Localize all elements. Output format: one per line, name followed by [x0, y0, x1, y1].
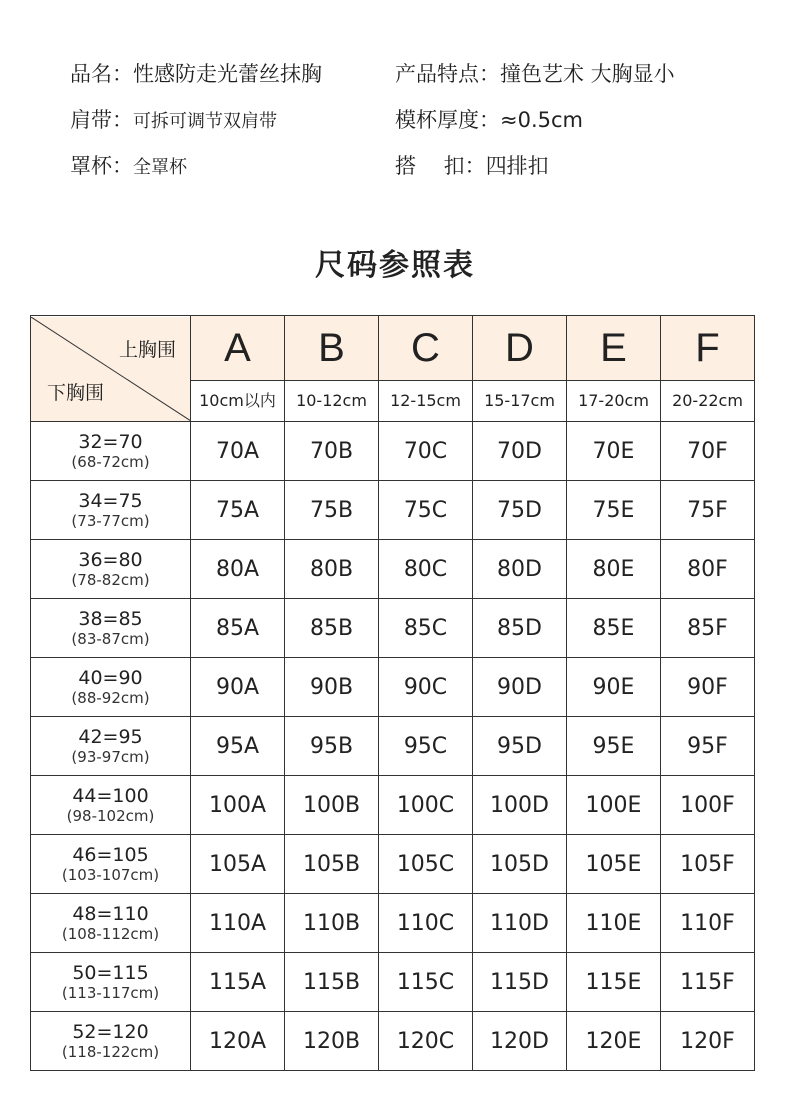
size-cell: 90B [285, 658, 379, 717]
band-size: 46=105 [72, 843, 149, 866]
band-range-cm: (98-102cm) [66, 807, 155, 826]
size-cell: 120A [191, 1012, 285, 1071]
table-row [31, 894, 755, 953]
size-cell: 120F [661, 1012, 755, 1071]
size-cell: 70B [285, 422, 379, 481]
cup-letter: A [191, 316, 285, 381]
size-cell: 95C [379, 717, 473, 776]
size-cell: 95E [567, 717, 661, 776]
spec-label: 品名： [70, 62, 133, 86]
size-cell: 95F [661, 717, 755, 776]
size-cell: 90F [661, 658, 755, 717]
band-size: 44=100 [72, 784, 149, 807]
table-row [31, 1012, 755, 1071]
band-range-cm: (83-87cm) [71, 630, 150, 649]
size-cell: 85B [285, 599, 379, 658]
band-range-cm: (113-117cm) [61, 984, 160, 1003]
product-specs [70, 56, 750, 194]
size-cell: 120D [473, 1012, 567, 1071]
size-cell: 105D [473, 835, 567, 894]
band-range-cm: (93-97cm) [71, 748, 150, 767]
size-cell: 80B [285, 540, 379, 599]
underbust-cell [31, 717, 191, 776]
cup-range: 12-15cm [379, 381, 473, 422]
table-row [31, 422, 755, 481]
cup-letter-row [31, 316, 755, 381]
spec-row-1 [70, 56, 750, 102]
corner-header-cell [31, 316, 191, 422]
cup-letter: E [567, 316, 661, 381]
size-chart-title: 尺码参照表 [315, 248, 475, 283]
cup-range: 15-17cm [473, 381, 567, 422]
cup-range: 17-20cm [567, 381, 661, 422]
size-cell: 100F [661, 776, 755, 835]
size-cell: 100B [285, 776, 379, 835]
size-cell: 100C [379, 776, 473, 835]
size-cell: 70F [661, 422, 755, 481]
spec-cup [70, 148, 187, 186]
spec-value: 四排扣 [485, 154, 549, 178]
underbust-cell [31, 953, 191, 1012]
band-size: 36=80 [78, 548, 143, 571]
table-row [31, 481, 755, 540]
corner-header [31, 317, 190, 421]
size-cell: 105E [567, 835, 661, 894]
band-range-cm: (73-77cm) [71, 512, 150, 531]
table-row [31, 658, 755, 717]
size-cell: 80A [191, 540, 285, 599]
table-row [31, 717, 755, 776]
band-range-cm: (108-112cm) [61, 925, 160, 944]
size-cell: 85C [379, 599, 473, 658]
table-row [31, 835, 755, 894]
corner-label-overbust: 上胸围 [118, 338, 176, 361]
size-cell: 120B [285, 1012, 379, 1071]
cup-letter: C [379, 316, 473, 381]
size-cell: 85E [567, 599, 661, 658]
size-cell: 110B [285, 894, 379, 953]
spec-value: 可拆可调节双肩带 [133, 111, 277, 132]
underbust-cell [31, 776, 191, 835]
band-size: 52=120 [72, 1020, 149, 1043]
cup-range: 10-12cm [285, 381, 379, 422]
size-cell: 70C [379, 422, 473, 481]
size-cell: 115F [661, 953, 755, 1012]
underbust-cell [31, 658, 191, 717]
size-cell: 75E [567, 481, 661, 540]
band-range-cm: (78-82cm) [71, 571, 150, 590]
spec-value: ≈0.5cm [500, 108, 583, 132]
underbust-cell [31, 599, 191, 658]
band-size: 48=110 [72, 902, 149, 925]
size-cell: 95A [191, 717, 285, 776]
band-size: 38=85 [78, 607, 143, 630]
size-cell: 75A [191, 481, 285, 540]
band-size: 32=70 [78, 430, 143, 453]
cup-letter: F [661, 316, 755, 381]
size-cell: 95D [473, 717, 567, 776]
band-size: 34=75 [78, 489, 143, 512]
size-cell: 80E [567, 540, 661, 599]
size-cell: 75C [379, 481, 473, 540]
size-cell: 80D [473, 540, 567, 599]
size-cell: 75D [473, 481, 567, 540]
size-cell: 85A [191, 599, 285, 658]
spec-label: 肩带： [70, 108, 133, 132]
size-cell: 75F [661, 481, 755, 540]
size-cell: 70A [191, 422, 285, 481]
size-cell: 115A [191, 953, 285, 1012]
spec-cup-thickness [395, 102, 583, 138]
size-cell: 85D [473, 599, 567, 658]
size-cell: 115D [473, 953, 567, 1012]
size-cell: 105A [191, 835, 285, 894]
cup-range: 10cm以内 [191, 381, 285, 422]
underbust-cell [31, 481, 191, 540]
spec-features [395, 56, 675, 92]
table-row [31, 599, 755, 658]
size-cell: 95B [285, 717, 379, 776]
spec-label: 罩杯： [70, 154, 133, 178]
size-cell: 120E [567, 1012, 661, 1071]
underbust-cell [31, 422, 191, 481]
size-cell: 70E [567, 422, 661, 481]
spec-value: 性感防走光蕾丝抹胸 [133, 62, 322, 86]
spec-label: 模杯厚度： [395, 108, 500, 132]
size-cell: 80C [379, 540, 473, 599]
size-cell: 100D [473, 776, 567, 835]
size-cell: 110D [473, 894, 567, 953]
size-cell: 90A [191, 658, 285, 717]
spec-clasp [395, 148, 549, 184]
size-cell: 120C [379, 1012, 473, 1071]
band-size: 50=115 [72, 961, 149, 984]
band-size: 42=95 [78, 725, 143, 748]
size-cell: 115E [567, 953, 661, 1012]
band-range-cm: (103-107cm) [61, 866, 160, 885]
size-cell: 100E [567, 776, 661, 835]
spec-label: 产品特点： [395, 62, 500, 86]
band-size: 40=90 [78, 666, 143, 689]
cup-letter: D [473, 316, 567, 381]
size-cell: 110C [379, 894, 473, 953]
size-cell: 105B [285, 835, 379, 894]
size-cell: 90C [379, 658, 473, 717]
size-cell: 70D [473, 422, 567, 481]
spec-product-name [70, 56, 322, 92]
size-cell: 90D [473, 658, 567, 717]
cup-range: 20-22cm [661, 381, 755, 422]
size-cell: 110A [191, 894, 285, 953]
cup-letter: B [285, 316, 379, 381]
size-cell: 75B [285, 481, 379, 540]
table-row [31, 953, 755, 1012]
underbust-cell [31, 1012, 191, 1071]
size-cell: 100A [191, 776, 285, 835]
size-cell: 115B [285, 953, 379, 1012]
spec-value: 撞色艺术 大胸显小 [500, 62, 675, 86]
spec-row-2 [70, 102, 750, 148]
spec-label: 搭 扣： [395, 154, 486, 178]
band-range-cm: (118-122cm) [61, 1043, 160, 1062]
spec-straps [70, 102, 277, 140]
size-cell: 80F [661, 540, 755, 599]
size-cell: 90E [567, 658, 661, 717]
size-chart-table [30, 315, 755, 1071]
corner-label-underbust: 下胸围 [47, 381, 105, 404]
band-range-cm: (88-92cm) [71, 689, 150, 708]
band-range-cm: (68-72cm) [71, 453, 150, 472]
spec-value: 全罩杯 [133, 157, 187, 178]
diagonal-divider [31, 317, 190, 421]
underbust-cell [31, 835, 191, 894]
size-cell: 105C [379, 835, 473, 894]
underbust-cell [31, 540, 191, 599]
size-cell: 115C [379, 953, 473, 1012]
size-cell: 110E [567, 894, 661, 953]
size-cell: 105F [661, 835, 755, 894]
table-row [31, 776, 755, 835]
table-row [31, 540, 755, 599]
size-cell: 85F [661, 599, 755, 658]
size-cell: 110F [661, 894, 755, 953]
spec-row-3 [70, 148, 750, 194]
underbust-cell [31, 894, 191, 953]
